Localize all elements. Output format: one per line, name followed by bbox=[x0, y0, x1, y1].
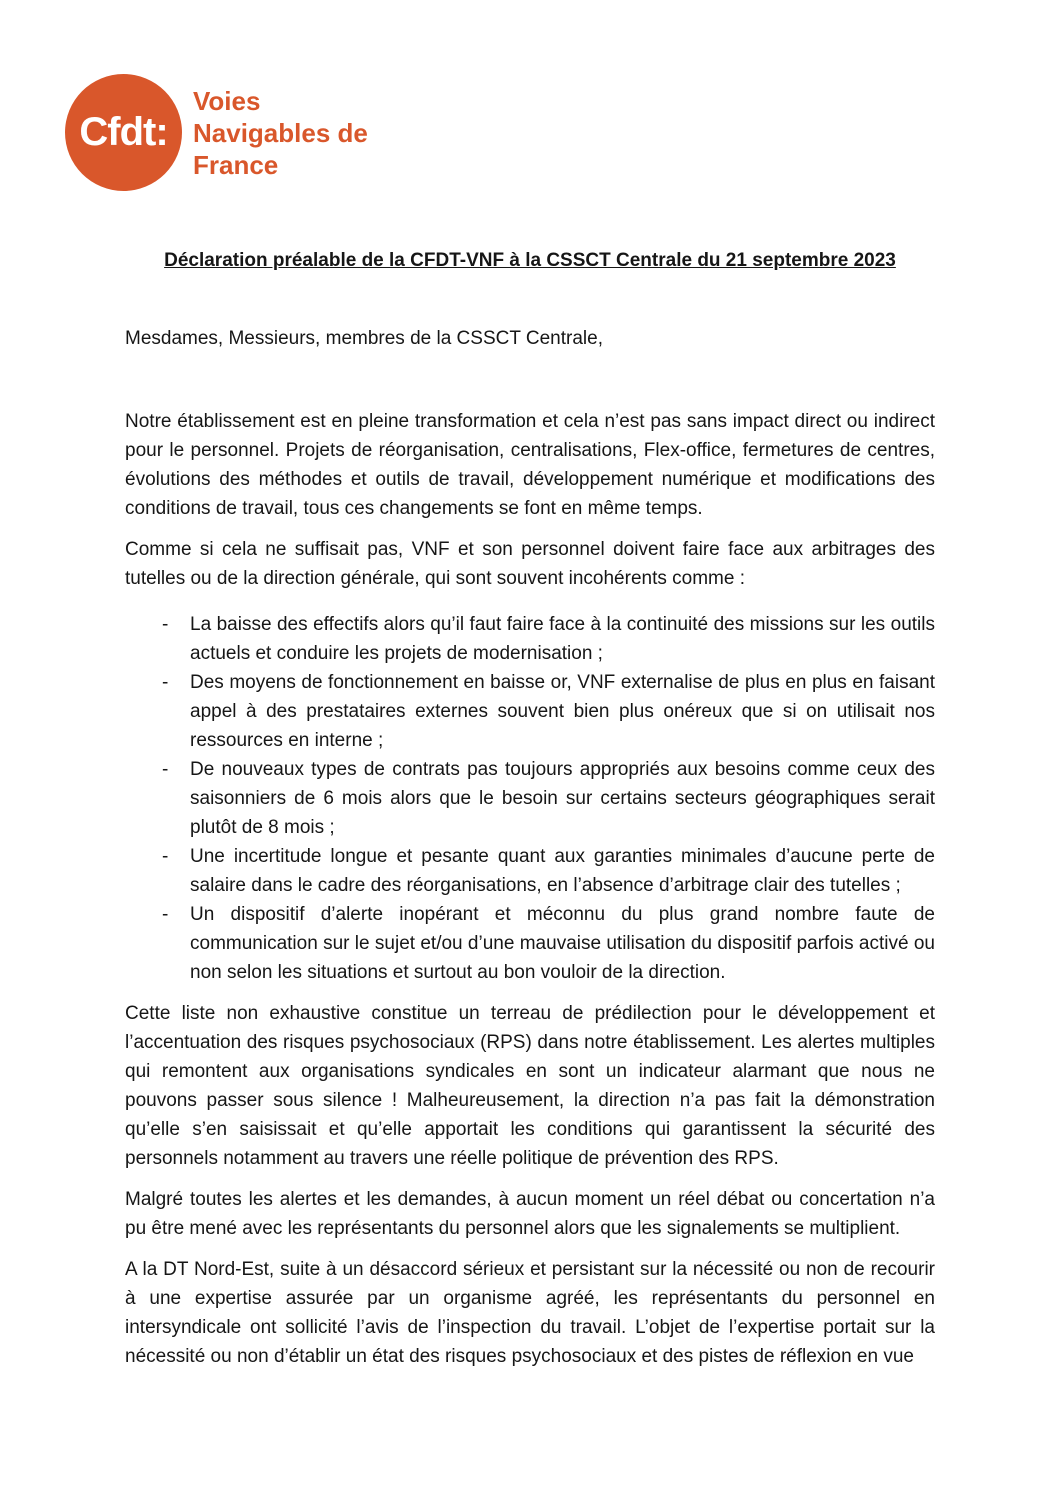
grievance-list bbox=[125, 610, 935, 987]
bullet-marker: - bbox=[162, 614, 169, 635]
bullet-marker: - bbox=[162, 846, 169, 867]
cfdt-logo-circle bbox=[65, 74, 182, 191]
cfdt-logo-text: Cfdt: bbox=[79, 110, 168, 154]
list-item-text: La baisse des effectifs alors qu’il faut faire face à la continuité des missions sur les outils actuels et conduire les projets de modernisation ; bbox=[190, 614, 935, 664]
salutation: Mesdames, Messieurs, membres de la CSSCT Centrale, bbox=[125, 328, 603, 349]
bullet-marker: - bbox=[162, 759, 169, 780]
list-item bbox=[125, 668, 935, 755]
list-item bbox=[125, 610, 935, 668]
paragraph-dt-nord-est: A la DT Nord-Est, suite à un désaccord sérieux et persistant sur la nécessité ou non de recourir à une expertise assurée par un organisme agréé, les représentants du personnel en intersyndicale ont sollicité l’avis de l’inspection du travail. L’objet de l’expertise portait sur la nécessité ou non d’établir un état des risques psychosociaux et des pistes de réflexion en vue bbox=[125, 1259, 935, 1367]
org-name-line-3: France bbox=[193, 149, 279, 180]
list-item-text: Des moyens de fonctionnement en baisse or, VNF externalise de plus en plus en faisant appel à des prestataires externes souvent bien plus onéreux que si on utilisait nos ressources en interne ; bbox=[190, 672, 935, 751]
cfdt-logo bbox=[65, 74, 368, 191]
list-item-text: Un dispositif d’alerte inopérant et méconnu du plus grand nombre faute de communication sur le sujet et/ou d’une mauvaise utilisation du dispositif parfois activé ou non selon les situations et surtout au bon vouloir de la direction. bbox=[190, 904, 935, 983]
paragraph-rps: Cette liste non exhaustive constitue un terreau de prédilection pour le développement et l’accentuation des risques psychosociaux (RPS) dans notre établissement. Les alertes multiples qui remontent aux organisations syndicales en sont un indicateur alarmant que nous ne pouvons passer sous silence ! Malheureusement, la direction n’a pas fait la démonstration qu’elle s’en saisissait et qu’elle apportait les conditions qui garantissent la sécurité des personnels notamment au travers une réelle politique de prévention des RPS. bbox=[125, 1003, 935, 1169]
paragraph-malgre: Malgré toutes les alertes et les demandes, à aucun moment un réel débat ou concertation n’a pu être mené avec les représentants du personnel alors que les signalements se multiplient. bbox=[125, 1189, 935, 1239]
list-item bbox=[125, 842, 935, 900]
document-title: Déclaration préalable de la CFDT-VNF à la CSSCT Centrale du 21 septembre 2023 bbox=[164, 250, 896, 271]
list-item-text: De nouveaux types de contrats pas toujours appropriés aux besoins comme ceux des saisonniers de 6 mois alors que le besoin sur certains secteurs géographiques serait plutôt de 8 mois ; bbox=[190, 759, 935, 838]
org-name bbox=[193, 85, 368, 181]
paragraph-intro-1: Notre établissement est en pleine transformation et cela n’est pas sans impact direct ou indirect pour le personnel. Projets de réorganisation, centralisations, Flex-office, fermetures de centres, évolutions des méthodes et outils de travail, développement numérique et modifications des conditions de travail, tous ces changements se font en même temps. bbox=[125, 411, 935, 519]
bullet-marker: - bbox=[162, 672, 169, 693]
paragraph-intro-2: Comme si cela ne suffisait pas, VNF et son personnel doivent faire face aux arbitrages des tutelles ou de la direction générale, qui sont souvent incohérents comme : bbox=[125, 539, 935, 589]
org-name-line-2: Navigables de bbox=[193, 117, 368, 148]
list-item-text: Une incertitude longue et pesante quant aux garanties minimales d’aucune perte de salaire dans le cadre des réorganisations, en l’absence d’arbitrage clair des tutelles ; bbox=[190, 846, 935, 896]
org-name-line-1: Voies bbox=[193, 85, 261, 116]
letter-body bbox=[125, 240, 935, 1371]
list-item bbox=[125, 900, 935, 987]
bullet-marker: - bbox=[162, 904, 169, 925]
list-item bbox=[125, 755, 935, 842]
